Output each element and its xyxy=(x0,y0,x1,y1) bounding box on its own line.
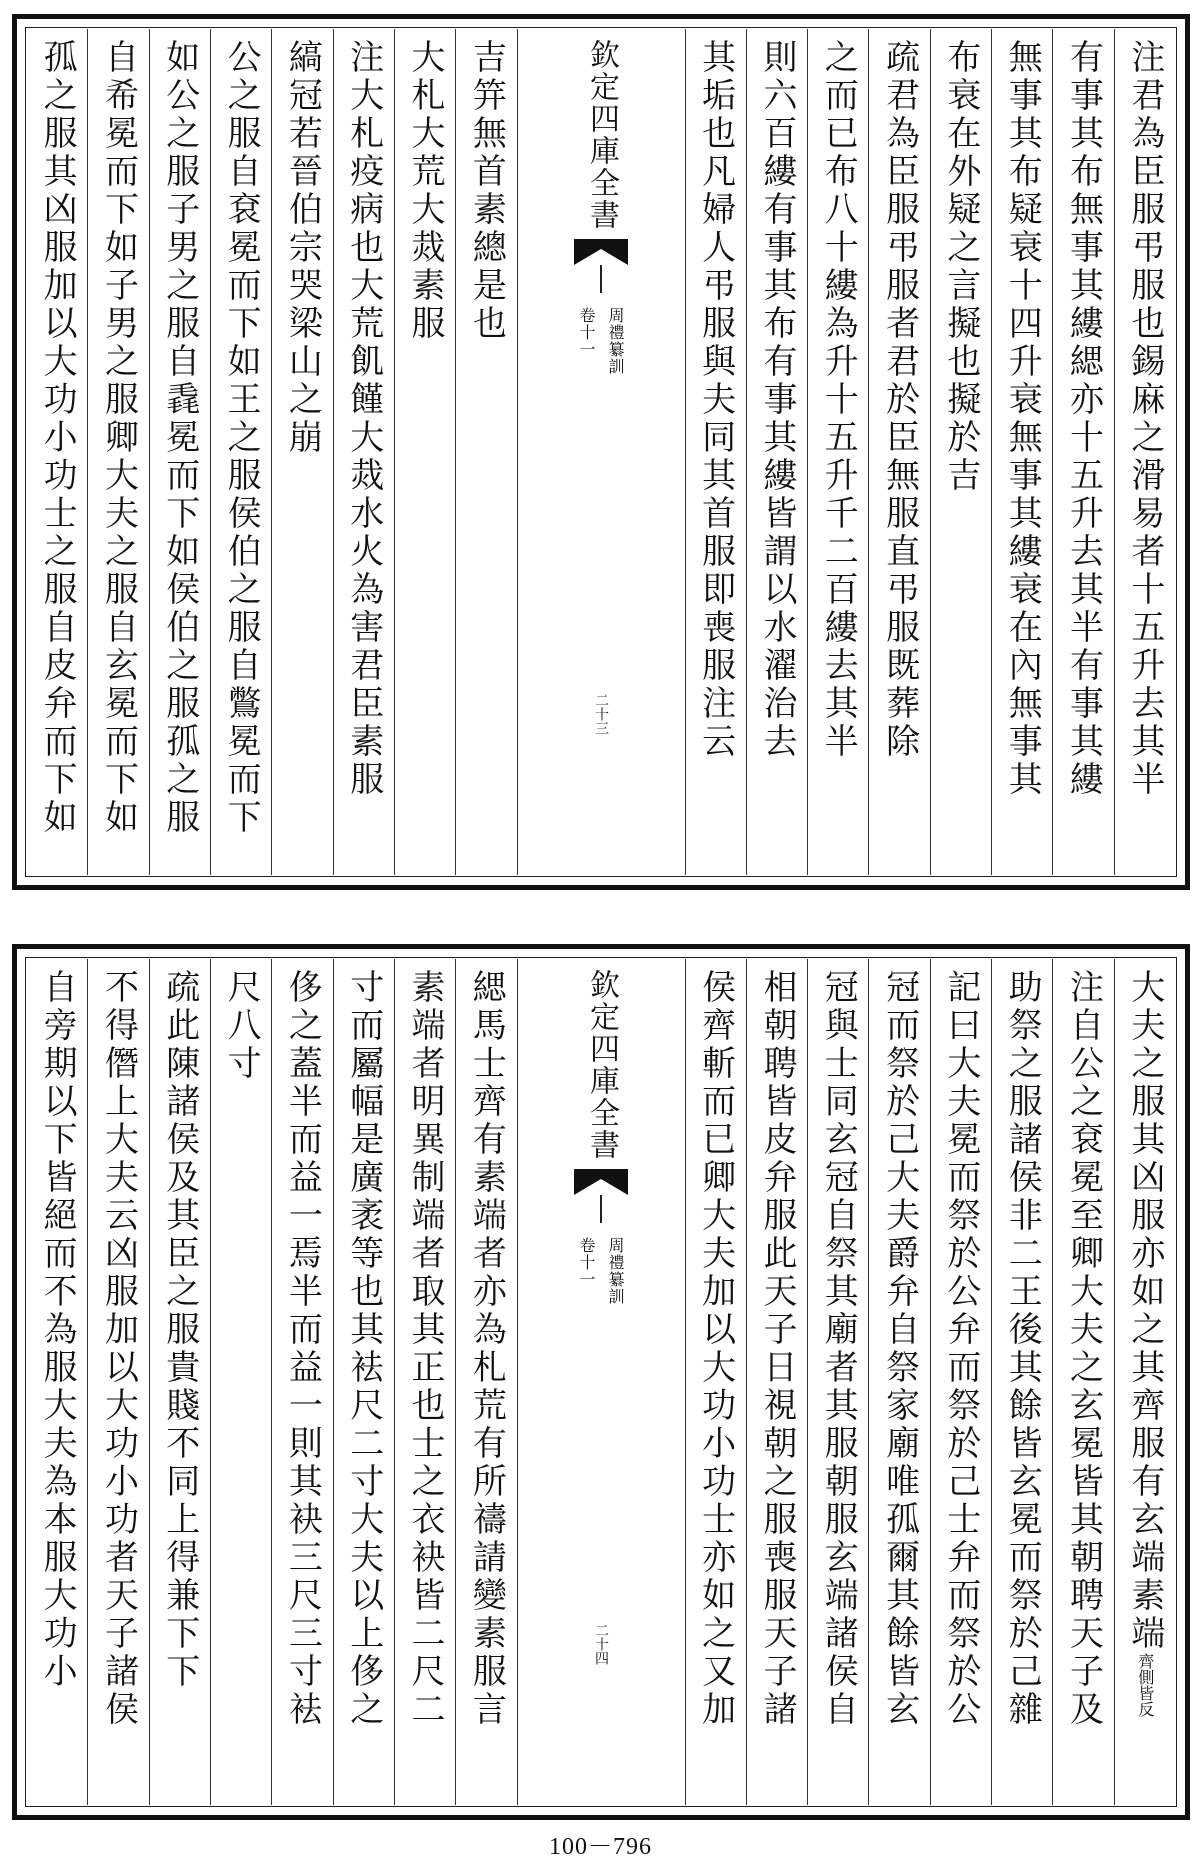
banner-title: 欽定四庫全書 xyxy=(584,969,619,1161)
text-column xyxy=(87,29,148,875)
text-column xyxy=(991,959,1052,1805)
banner-title: 欽定四庫全書 xyxy=(584,39,619,231)
banner-info xyxy=(575,1237,627,1305)
text-column xyxy=(807,29,868,875)
fishtail-icon xyxy=(574,239,628,265)
text-column xyxy=(930,959,991,1805)
text-column xyxy=(27,29,87,875)
column-text: 吉笄無首素總是也 xyxy=(466,39,507,343)
text-column xyxy=(991,29,1052,875)
column-text: 無事其布疑衰十四升衰無事其縷衰在內無事其 xyxy=(1002,39,1043,799)
text-column xyxy=(333,959,394,1805)
annotation-note: 皆反 xyxy=(1135,1685,1155,1717)
column-text: 縞冠若晉伯宗哭梁山之崩 xyxy=(282,39,323,457)
column-text: 公之服自袞冕而下如王之服侯伯之服自鷩冕而下 xyxy=(221,39,262,837)
banner-book: 周禮纂訓 xyxy=(606,1237,625,1305)
text-columns-top xyxy=(27,29,1175,875)
text-column xyxy=(333,29,394,875)
text-column xyxy=(394,29,455,875)
text-column xyxy=(455,959,516,1805)
column-text: 之而已布八十縷為升十五升千二百縷去其半 xyxy=(818,39,859,761)
banner-juan: 卷十一 xyxy=(577,307,596,358)
column-text: 自旁期以下皆絕而不為服大夫為本服大功小 xyxy=(37,969,78,1691)
text-column xyxy=(685,959,746,1805)
column-text: 緦馬士齊有素端者亦為札荒有所禱請變素服言 xyxy=(466,969,507,1729)
center-banner xyxy=(517,29,685,875)
text-column xyxy=(1052,29,1113,875)
column-text: 侯齊斬而已卿大夫加以大功小功士亦如之又加 xyxy=(695,969,736,1729)
page-panel-top xyxy=(12,14,1190,890)
column-text: 寸而屬幅是廣袤等也其袪尺二寸大夫以上侈之 xyxy=(343,969,384,1729)
text-column xyxy=(930,29,991,875)
text-column xyxy=(746,959,807,1805)
banner-info xyxy=(575,307,627,375)
column-text: 注大札疫病也大荒飢饉大烖水火為害君臣素服 xyxy=(343,39,384,799)
column-text: 疏此陳諸侯及其臣之服貴賤不同上得兼下下 xyxy=(159,969,200,1691)
text-column xyxy=(868,959,929,1805)
column-text: 不得僭上大夫云凶服加以大功小功者天子諸侯 xyxy=(98,969,139,1729)
column-text: 注自公之袞冕至卿大夫之玄冕皆其朝聘天子及 xyxy=(1063,969,1104,1729)
text-column xyxy=(27,959,87,1805)
column-text: 有事其布無事其縷緦亦十五升去其半有事其縷 xyxy=(1063,39,1104,799)
banner-line xyxy=(600,1195,602,1223)
text-column xyxy=(1114,29,1175,875)
column-text: 尺八寸 xyxy=(221,969,262,1083)
text-column xyxy=(149,29,210,875)
column-text: 大札大荒大烖素服 xyxy=(405,39,446,343)
column-text: 疏君為臣服弔服者君於臣無服直弔服既葬除 xyxy=(879,39,920,761)
text-column xyxy=(210,29,271,875)
column-text: 侈之蓋半而益一焉半而益一則其袂三尺三寸袪 xyxy=(282,969,323,1729)
text-column xyxy=(87,959,148,1805)
banner-juan: 卷十一 xyxy=(577,1237,596,1288)
column-text: 自希冕而下如子男之服卿大夫之服自玄冕而下如 xyxy=(98,39,139,837)
column-text: 相朝聘皆皮弁服此天子日視朝之服喪服天子諸 xyxy=(756,969,797,1729)
center-banner xyxy=(517,959,685,1805)
text-column xyxy=(271,29,332,875)
banner-book: 周禮纂訓 xyxy=(606,307,625,375)
text-column xyxy=(685,29,746,875)
column-text: 布衰在外疑之言擬也擬於吉 xyxy=(940,39,981,495)
page-number: 100－796 xyxy=(549,1834,652,1860)
column-text: 如公之服子男之服自毳冕而下如侯伯之服孤之服 xyxy=(159,39,200,837)
text-column xyxy=(455,29,516,875)
column-main-text: 大夫之服其凶服亦如之其齊服有玄端素端 xyxy=(1124,969,1165,1653)
text-column xyxy=(149,959,210,1805)
column-text: 注君為臣服弔服也錫麻之滑易者十五升去其半 xyxy=(1124,39,1165,799)
banner-page: 二十三 xyxy=(593,693,609,735)
text-column xyxy=(746,29,807,875)
column-text: 其垢也凡婦人弔服與夫同其首服即喪服注云 xyxy=(695,39,736,761)
page-panel-bottom xyxy=(12,944,1190,1820)
text-column xyxy=(1114,959,1175,1805)
column-text: 孤之服其凶服加以大功小功士之服自皮弁而下如 xyxy=(37,39,78,837)
banner-line xyxy=(600,265,602,293)
text-column xyxy=(868,29,929,875)
column-text: 則六百縷有事其布有事其縷皆謂以水濯治去 xyxy=(756,39,797,761)
text-column xyxy=(394,959,455,1805)
text-columns-bottom xyxy=(27,959,1175,1805)
column-text: 冠與士同玄冠自祭其廟者其服朝服玄端諸侯自 xyxy=(818,969,859,1729)
annotation-note: 齊側 xyxy=(1135,1653,1155,1685)
text-column xyxy=(271,959,332,1805)
column-text: 素端者明異制端者取其正也士之衣袂皆二尺二 xyxy=(405,969,446,1729)
banner-page: 二十四 xyxy=(593,1623,609,1665)
column-text: 冠而祭於己大夫爵弁自祭家廟唯孤爾其餘皆玄 xyxy=(879,969,920,1729)
column-text: 助祭之服諸侯非二王後其餘皆玄冕而祭於己雜 xyxy=(1002,969,1043,1729)
fishtail-icon xyxy=(574,1169,628,1195)
column-text: 記曰大夫冕而祭於公弁而祭於己士弁而祭於公 xyxy=(940,969,981,1729)
text-column xyxy=(1052,959,1113,1805)
text-column xyxy=(210,959,271,1805)
column-text xyxy=(1120,959,1170,1805)
text-column xyxy=(807,959,868,1805)
